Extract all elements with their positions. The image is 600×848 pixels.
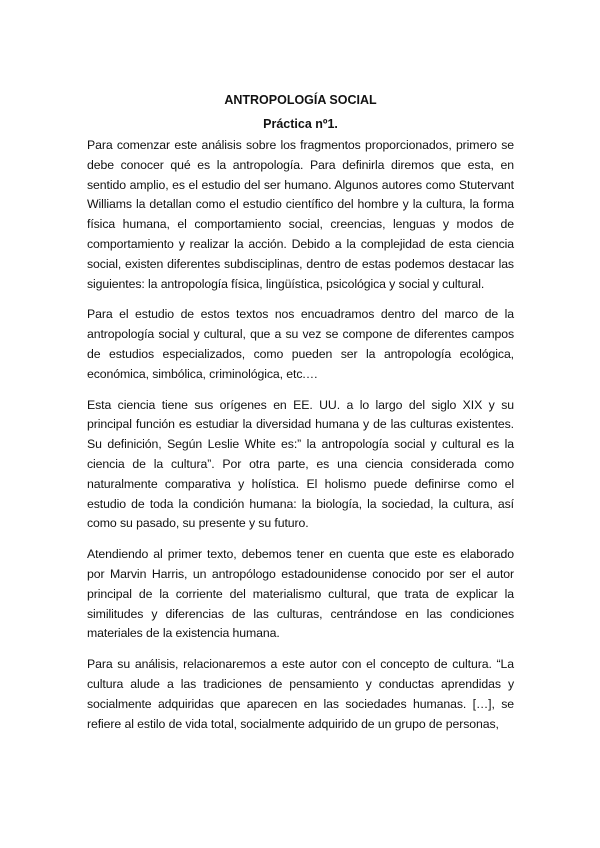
paragraph-2: Para el estudio de estos textos nos encuadramos dentro del marco de la antropología social y cultural, que a su vez se compone de diferentes campos de estudios especializados, como pueden ser la antropología ecológica, económica, simbólica, criminológica, etc.… xyxy=(87,307,514,381)
paragraph-5: Para su análisis, relacionaremos a este autor con el concepto de cultura. “La cultura alude a las tradiciones de pensamiento y conductas aprendidas y socialmente adquiridas que aparecen en las sociedades humanas. […], se refiere al estilo de vida total, socialmente adquirido de un grupo de personas, xyxy=(87,657,514,731)
paragraph-1: Para comenzar este análisis sobre los fragmentos proporcionados, primero se debe conocer qué es la antropología. Para definirla diremos que esta, en sentido amplio, es el estudio del ser humano. Algunos autores como Stutervant Williams la detallan como el estudio científico del hombre y la cultura, la forma física humana, el comportamiento social, creencias, lenguas y modos de comportamiento y realizar la acción. Debido a la complejidad de esta ciencia social, existen diferentes subdisciplinas, dentro de estas podemos destacar las siguientes: la antropología física, lingüística, psicológica y social y cultural. xyxy=(87,138,514,291)
document-subtitle: Práctica nº1. xyxy=(263,117,338,131)
paragraph-3: Esta ciencia tiene sus orígenes en EE. UU. a lo largo del siglo XIX y su principal función es estudiar la diversidad humana y de las culturas existentes. Su definición, Según Leslie White es:” la antropología social y cultural es la ciencia de la cultura”. Por otra parte, es una ciencia considerada como naturalmente comparativa y holística. El holismo puede definirse como el estudio de toda la condición humana: la biología, la sociedad, la cultura, así como su pasado, su presente y su futuro. xyxy=(87,397,514,531)
document-title: ANTROPOLOGÍA SOCIAL xyxy=(224,93,377,107)
document-body xyxy=(87,136,514,734)
paragraph-4: Atendiendo al primer texto, debemos tener en cuenta que este es elaborado por Marvin Harris, un antropólogo estadounidense conocido por ser el autor principal de la corriente del materialismo cultural, que trata de explicar la similitudes y diferencias de las culturas, centrándose en las condiciones materiales de la existencia humana. xyxy=(87,547,514,641)
document-content xyxy=(87,90,514,745)
